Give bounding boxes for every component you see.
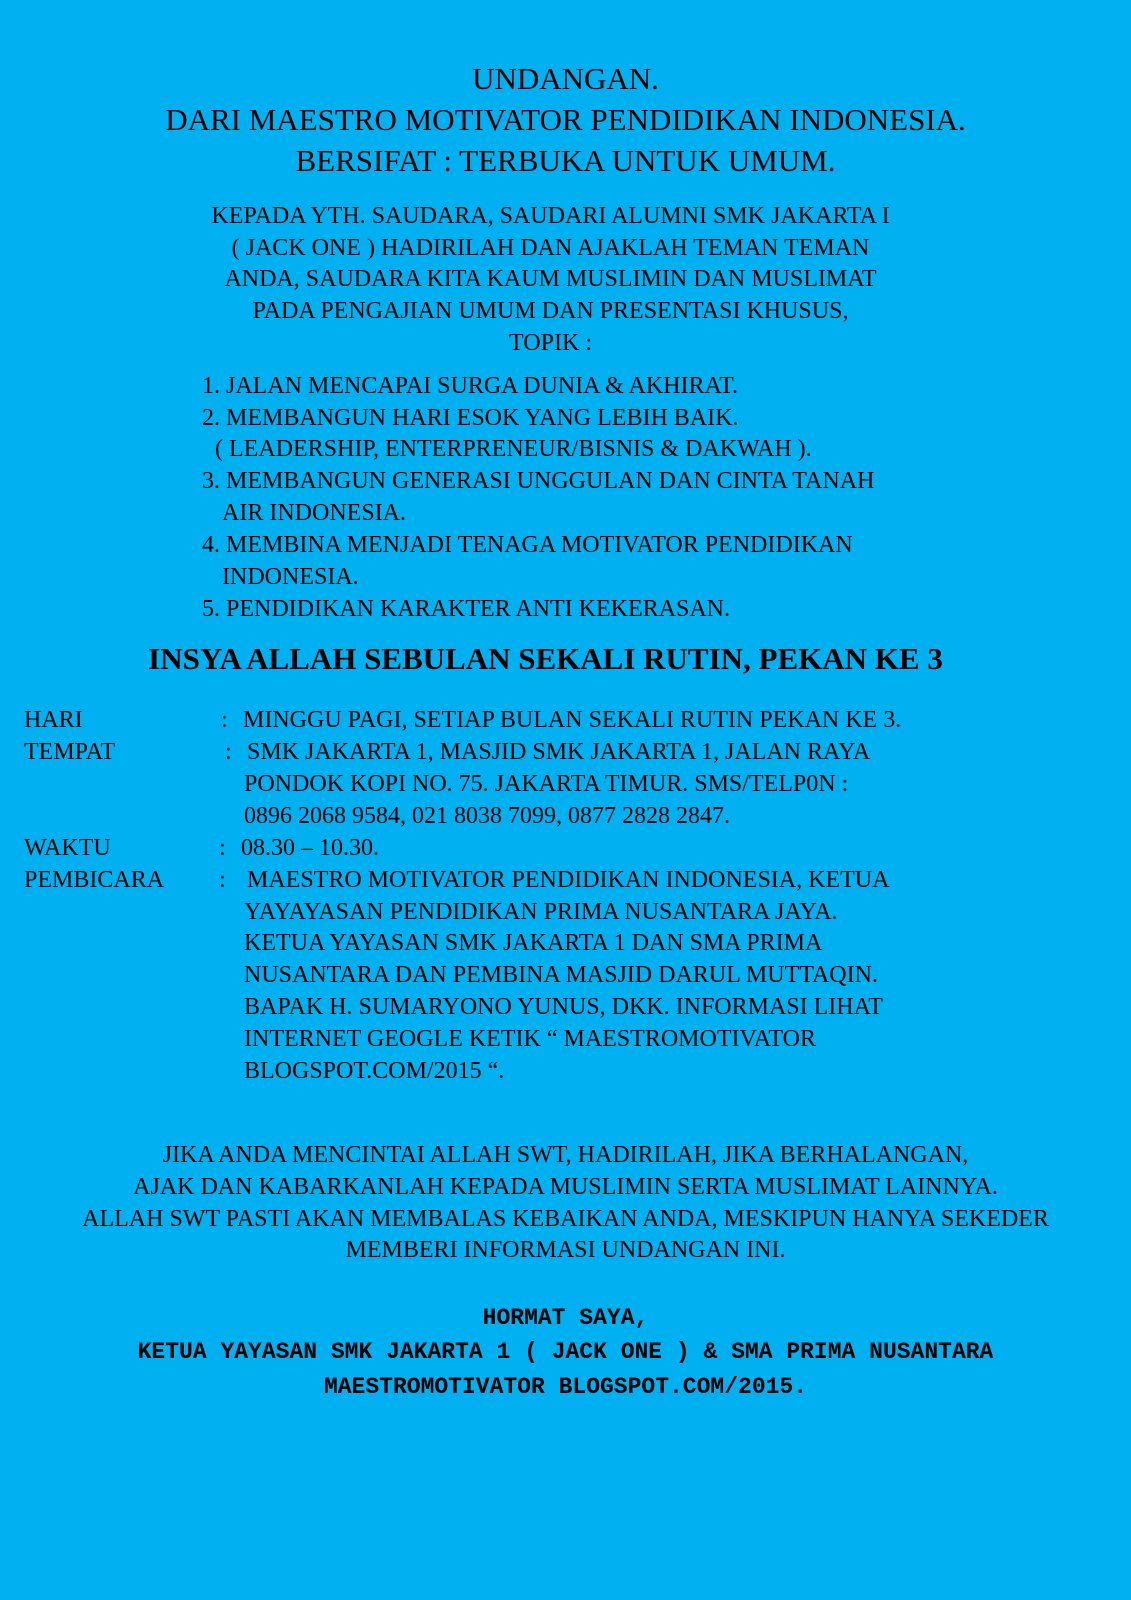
signature-title: KETUA YAYASAN SMK JAKARTA 1 ( JACK ONE ) & SMA PRIMA NUSANTARA [137,1339,994,1365]
schedule-banner: INSYA ALLAH SEBULAN SEKALI RUTIN, PEKAN KE 3 [148,641,943,676]
pembicara-colon: : [219,867,226,893]
pembicara-value: NUSANTARA DAN PEMBINA MASJID DARUL MUTTAQIN. [244,962,878,988]
pembicara-value: BAPAK H. SUMARYONO YUNUS, DKK. INFORMASI LIHAT [244,994,883,1020]
list-item-continuation: AIR INDONESIA. [222,500,406,526]
waktu-label: WAKTU [24,835,111,861]
closing-line: JIKA ANDA MENCINTAI ALLAH SWT, HADIRILAH, JIKA BERHALANGAN, [162,1142,969,1168]
hari-label: HARI [24,707,83,733]
tempat-phone: 0896 2068 9584, 021 8038 7099, 0877 2828 2847. [244,803,730,829]
closing-line: ALLAH SWT PASTI AKAN MEMBALAS KEBAIKAN ANDA, MESKIPUN HANYA SEKEDER [82,1206,1049,1232]
hari-value: MINGGU PAGI, SETIAP BULAN SEKALI RUTIN PEKAN KE 3. [243,707,902,733]
tempat-value: SMK JAKARTA 1, MASJID SMK JAKARTA 1, JALAN RAYA [247,739,871,765]
list-item: 1. JALAN MENCAPAI SURGA DUNIA & AKHIRAT. [202,373,739,399]
list-item-continuation: ( LEADERSHIP, ENTERPRENEUR/BISNIS & DAKWAH ). [215,436,812,462]
invitation-subtitle: DARI MAESTRO MOTIVATOR PENDIDIKAN INDONESIA. [165,102,966,137]
list-item-continuation: INDONESIA. [222,564,359,590]
tempat-value: PONDOK KOPI NO. 75. JAKARTA TIMUR. SMS/TELP0N : [244,771,849,797]
invitation-title: UNDANGAN. [472,61,659,96]
invitation-nature: BERSIFAT : TERBUKA UNTUK UMUM. [295,143,836,178]
closing-line: MEMBERI INFORMASI UNDANGAN INI. [345,1237,786,1263]
pembicara-value: YAYAYASAN PENDIDIKAN PRIMA NUSANTARA JAYA. [244,899,838,925]
pembicara-value: BLOGSPOT.COM/2015 “. [244,1058,505,1084]
intro-line: KEPADA YTH. SAUDARA, SAUDARI ALUMNI SMK JAKARTA I [211,203,890,229]
topic-heading: TOPIK : [509,330,592,356]
waktu-colon: : [219,835,226,861]
pembicara-value: KETUA YAYASAN SMK JAKARTA 1 DAN SMA PRIMA [244,930,823,956]
tempat-label: TEMPAT [24,739,116,765]
list-item: 4. MEMBINA MENJADI TENAGA MOTIVATOR PENDIDIKAN [202,532,853,558]
list-item: 5. PENDIDIKAN KARAKTER ANTI KEKERASAN. [202,596,730,622]
pembicara-value: INTERNET GEOGLE KETIK “ MAESTROMOTIVATOR [244,1026,816,1052]
list-item: 2. MEMBANGUN HARI ESOK YANG LEBIH BAIK. [202,405,739,431]
intro-line: PADA PENGAJIAN UMUM DAN PRESENTASI KHUSUS, [252,298,849,324]
intro-line: ( JACK ONE ) HADIRILAH DAN AJAKLAH TEMAN TEMAN [231,235,870,261]
intro-line: ANDA, SAUDARA KITA KAUM MUSLIMIN DAN MUSLIMAT [224,266,877,292]
hari-colon: : [221,707,228,733]
pembicara-value: MAESTRO MOTIVATOR PENDIDIKAN INDONESIA, KETUA [247,867,890,893]
waktu-value: 08.30 – 10.30. [241,835,379,861]
signature-website: MAESTROMOTIVATOR BLOGSPOT.COM/2015. [323,1374,808,1400]
pembicara-label: PEMBICARA [24,867,165,893]
signature-greeting: HORMAT SAYA, [482,1305,649,1331]
list-item: 3. MEMBANGUN GENERASI UNGGULAN DAN CINTA TANAH [202,468,875,494]
closing-line: AJAK DAN KABARKANLAH KEPADA MUSLIMIN SERTA MUSLIMAT LAINNYA. [133,1174,998,1200]
tempat-colon: : [225,739,232,765]
